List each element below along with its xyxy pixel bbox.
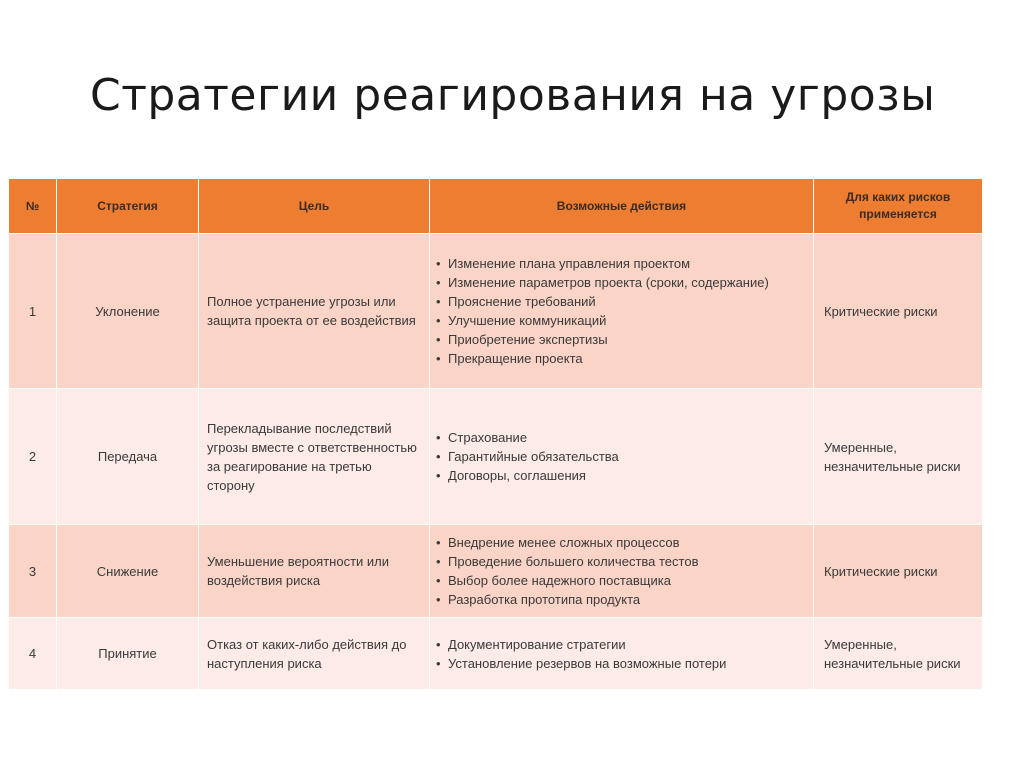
table-row [9,234,983,389]
action-item: • Разработка прототипа продукта [436,590,805,609]
action-item: • Прояснение требований [436,292,805,311]
row-goal: Уменьшение вероятности или воздействия риска [199,525,430,618]
row-strategy: Снижение [57,525,199,618]
table-row [9,618,983,690]
row-num: 2 [9,389,57,525]
action-list [436,635,805,673]
header-goal: Цель [199,179,430,234]
action-list [436,428,805,485]
header-num: № [9,179,57,234]
action-item: • Гарантийные обязательства [436,447,805,466]
table-row [9,389,983,525]
row-goal: Полное устранение угрозы или защита проекта от ее воздействия [199,234,430,389]
action-item: • Приобретение экспертизы [436,330,805,349]
row-applies: Критические риски [814,525,983,618]
row-num: 1 [9,234,57,389]
row-strategy: Принятие [57,618,199,690]
row-actions [430,389,814,525]
table-header-row [9,179,983,234]
header-actions: Возможные действия [430,179,814,234]
action-item: • Прекращение проекта [436,349,805,368]
row-actions [430,618,814,690]
row-applies: Умеренные, незначительные риски [814,618,983,690]
action-item: • Установление резервов на возможные потери [436,654,805,673]
action-item: • Изменение параметров проекта (сроки, содержание) [436,273,805,292]
row-applies: Умеренные, незначительные риски [814,389,983,525]
row-applies: Критические риски [814,234,983,389]
action-item: • Проведение большего количества тестов [436,552,805,571]
action-item: • Внедрение менее сложных процессов [436,533,805,552]
action-item: • Изменение плана управления проектом [436,254,805,273]
table-row [9,525,983,618]
row-num: 3 [9,525,57,618]
action-item: • Документирование стратегии [436,635,805,654]
action-list [436,254,805,368]
action-item: • Договоры, соглашения [436,466,805,485]
row-goal: Перекладывание последствий угрозы вместе с ответственностью за реагирование на третью сторону [199,389,430,525]
row-strategy: Уклонение [57,234,199,389]
action-item: • Выбор более надежного поставщика [436,571,805,590]
row-actions [430,525,814,618]
row-num: 4 [9,618,57,690]
action-item: • Страхование [436,428,805,447]
action-item: • Улучшение коммуникаций [436,311,805,330]
action-list [436,533,805,609]
row-actions [430,234,814,389]
row-goal: Отказ от каких-либо действия до наступления риска [199,618,430,690]
header-strategy: Стратегия [57,179,199,234]
row-strategy: Передача [57,389,199,525]
strategy-table [8,178,983,690]
slide-title: Стратегии реагирования на угрозы [90,70,936,121]
header-applies: Для каких рисков применяется [814,179,983,234]
